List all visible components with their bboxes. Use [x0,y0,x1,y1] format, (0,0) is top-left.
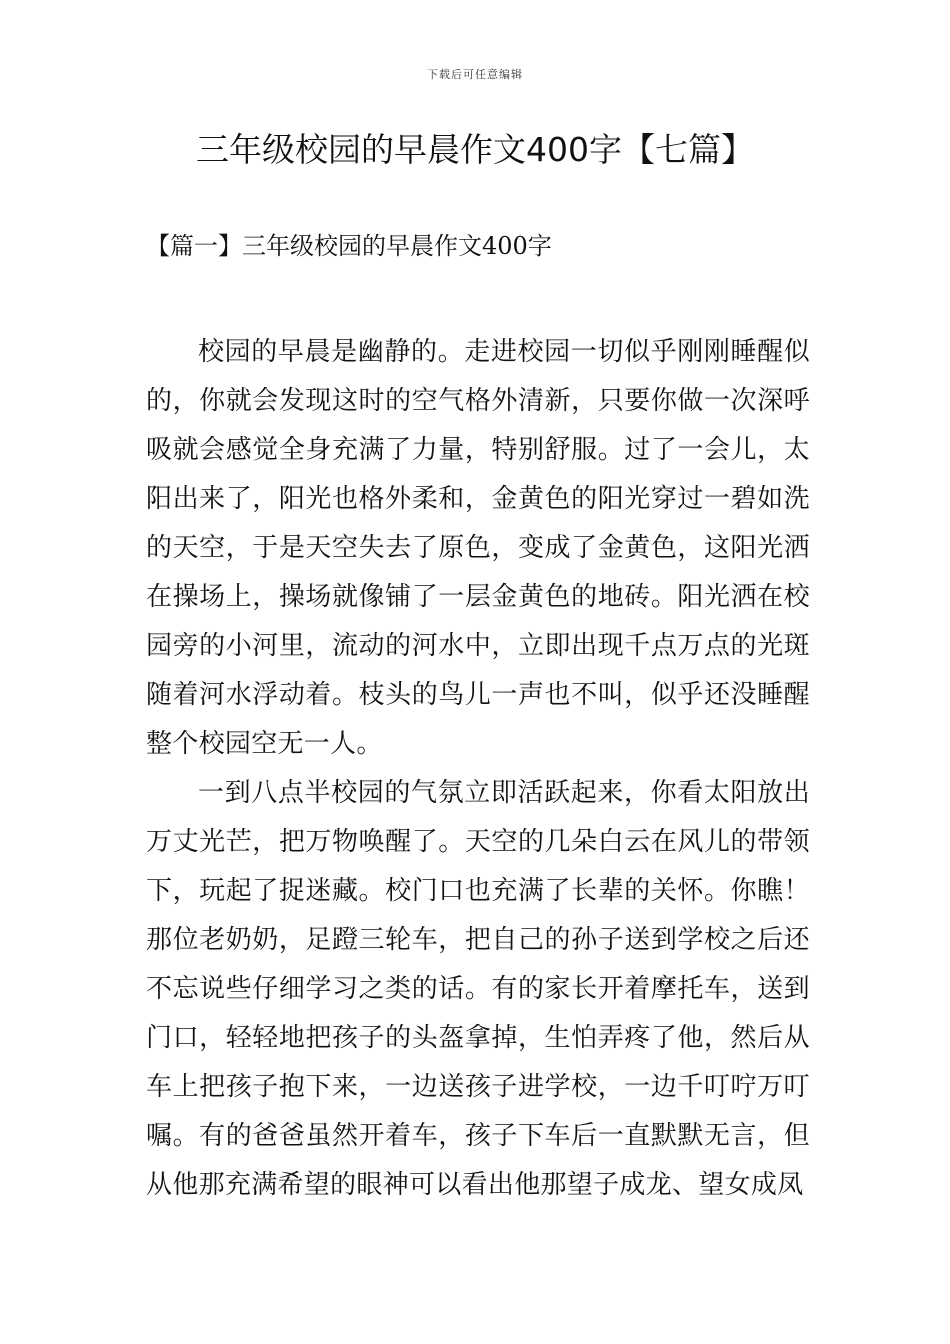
paragraph-1: 校园的早晨是幽静的。走进校园一切似乎刚刚睡醒似的，你就会发现这时的空气格外清新，只要你做一次深呼吸就会感觉全身充满了力量，特别舒服。过了一会儿，太阳出来了，阳光也格外柔和，金黄色的阳光穿过一碧如洗的天空，于是天空失去了原色，变成了金黄色，这阳光洒在操场上，操场就像铺了一层金黄色的地砖。阳光洒在校园旁的小河里，流动的河水中，立即出现千点万点的光斑随着河水浮动着。枝头的鸟儿一声也不叫，似乎还没睡醒整个校园空无一人。 [146,337,810,759]
header-note: 下载后可任意编辑 [427,68,523,81]
section-heading: 【篇一】三年级校园的早晨作文400字 [146,232,552,260]
document-title: 三年级校园的早晨作文400字【七篇】 [196,130,754,169]
paragraph-2: 一到八点半校园的气氛立即活跃起来，你看太阳放出万丈光芒，把万物唤醒了。天空的几朵白云在风儿的带领下，玩起了捉迷藏。校门口也充满了长辈的关怀。你瞧！那位老奶奶，足蹬三轮车，把自己的孙子送到学校之后还不忘说些仔细学习之类的话。有的家长开着摩托车，送到门口，轻轻地把孩子的头盔拿掉，生怕弄疼了他，然后从车上把孩子抱下来，一边送孩子进学校，一边千叮咛万叮嘱。有的爸爸虽然开着车，孩子下车后一直默默无言，但从他那充满希望的眼神可以看出他那望子成龙、望女成凤 [146,778,810,1200]
body-text [146,328,810,1210]
